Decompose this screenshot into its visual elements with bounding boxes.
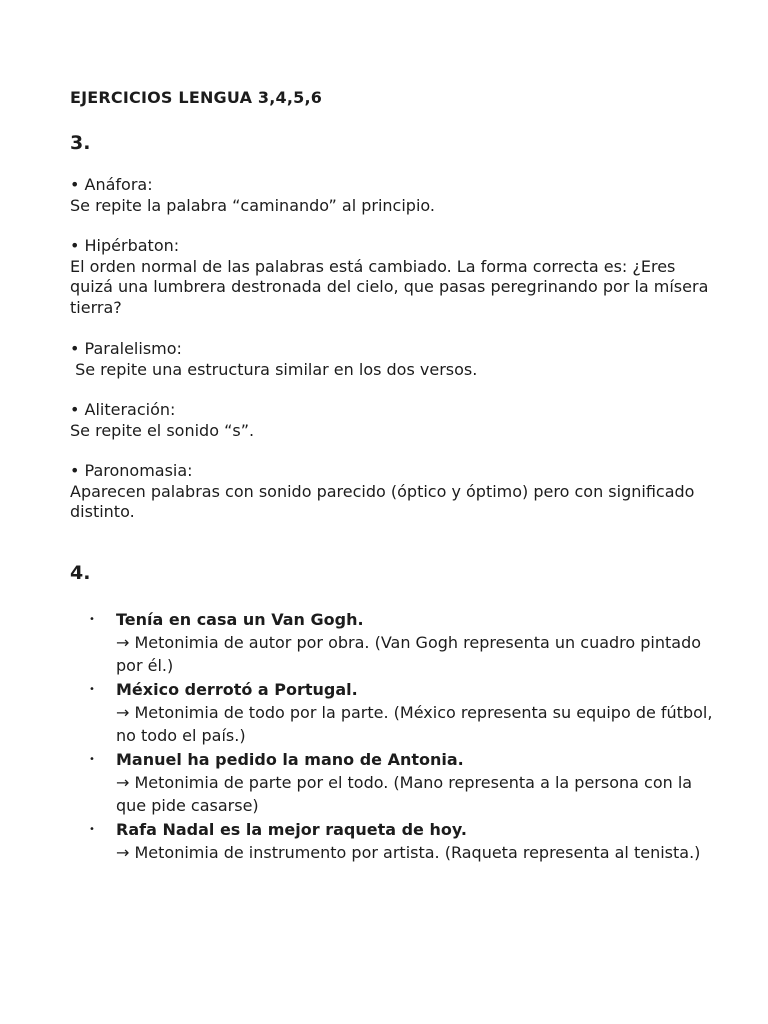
example-explanation: → Metonimia de autor por obra. (Van Gogh representa un cuadro pintado por él.)	[116, 633, 702, 675]
figure-item-aliteracion	[70, 400, 710, 441]
list-item	[86, 818, 716, 864]
figure-name: • Hipérbaton:	[70, 236, 180, 255]
bullet-icon: •	[89, 824, 95, 835]
example-sentence: Tenía en casa un Van Gogh.	[116, 610, 364, 629]
figure-item-paralelismo	[70, 339, 710, 380]
figure-description: Se repite el sonido “s”.	[70, 420, 255, 440]
bullet-icon: •	[89, 614, 95, 625]
figure-name: • Aliteración:	[70, 400, 176, 419]
bullet-icon: •	[89, 684, 95, 695]
example-explanation: → Metonimia de instrumento por artista. (Raqueta representa al tenista.)	[116, 843, 701, 862]
list-item	[86, 678, 716, 747]
section-4-heading: 4.	[70, 562, 91, 584]
list-item	[86, 608, 716, 677]
metonymy-example-list	[86, 608, 716, 865]
bullet-icon: •	[89, 754, 95, 765]
figure-name: • Paronomasia:	[70, 461, 193, 480]
figure-description: Aparecen palabras con sonido parecido (óptico y óptimo) pero con significado distinto.	[70, 481, 695, 521]
section-3-heading: 3.	[70, 132, 91, 154]
example-sentence: Rafa Nadal es la mejor raqueta de hoy.	[116, 820, 467, 839]
figure-name: • Paralelismo:	[70, 339, 182, 358]
example-sentence: Manuel ha pedido la mano de Antonia.	[116, 750, 464, 769]
figure-item-hiperbaton	[70, 236, 710, 318]
document-title: EJERCICIOS LENGUA 3,4,5,6	[70, 88, 323, 107]
example-explanation: → Metonimia de todo por la parte. (México representa su equipo de fútbol, no todo el país.)	[116, 703, 713, 745]
list-item	[86, 748, 716, 817]
figure-item-paronomasia	[70, 461, 710, 523]
example-explanation: → Metonimia de parte por el todo. (Mano representa a la persona con la que pide casarse)	[116, 773, 693, 815]
figure-item-anafora	[70, 175, 710, 216]
figure-description: Se repite una estructura similar en los dos versos.	[70, 359, 478, 379]
figure-description: Se repite la palabra “caminando” al principio.	[70, 195, 435, 215]
figure-name: • Anáfora:	[70, 175, 153, 194]
example-sentence: México derrotó a Portugal.	[116, 680, 358, 699]
figure-description: El orden normal de las palabras está cambiado. La forma correcta es: ¿Eres quizá una lumbrera destronada del cielo, que pasas peregrinando por la mísera tierra?	[70, 256, 709, 317]
